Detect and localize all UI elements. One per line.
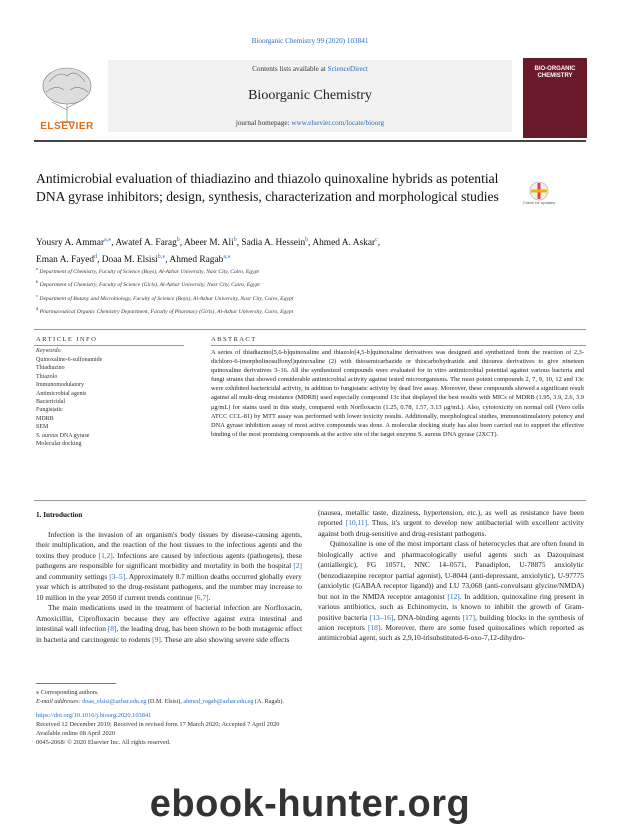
copyright: 0045-2068/ © 2020 Elsevier Inc. All rights reserved. <box>36 739 171 746</box>
article-info-rule <box>34 345 184 346</box>
citation-link[interactable]: [8] <box>107 624 117 634</box>
author-name[interactable]: Eman A. Fayed <box>36 255 95 266</box>
abstract-rule <box>211 345 586 346</box>
left-column <box>36 530 302 645</box>
affiliation-item: $^b$ Department of Chemistry, Faculty of Science (Girls), Al-Azhar University, Nasr City, Cairo, Egypt <box>36 279 260 289</box>
affiliations <box>36 264 586 318</box>
email-link-elsisi[interactable]: doaa_elsisi@azhar.edu.eg <box>82 698 147 705</box>
intro-paragraph: Infection is the invasion of an organism's body tissues by disease-causing agents, their multiplication, and the reaction of the host tissues to the infectious agents and the toxins they produce [1,2]. Infections are caused by infectious agents (pathogens), these pathogens are responsible for significant morbidity and mortality in both the hospital [2] and community settings [3–5]. Approximately 0.7 million deaths occurred globally every year which is attributed to the drug-resistant pathogens, and the number may increase to 10 million in the year 2050 if current trends continue [6,7]. <box>36 530 302 602</box>
keyword-item: Immunomodulatory <box>36 382 84 389</box>
citation-link[interactable]: [12] <box>447 591 460 601</box>
email-link-ragab[interactable]: ahmed_ragab@azhar.edu.eg <box>183 698 254 705</box>
author-name[interactable]: Ahmed Ragab <box>169 255 224 266</box>
citation-link[interactable]: [3–5] <box>109 571 126 581</box>
author-affiliation-mark[interactable]: b <box>233 237 237 243</box>
author-affiliation-mark[interactable]: b <box>176 237 180 243</box>
author-name[interactable]: Awatef A. Farag <box>115 238 177 249</box>
keyword-item: SEM <box>36 424 49 431</box>
affiliation-rule <box>34 329 586 330</box>
sciencedirect-link[interactable]: ScienceDirect <box>327 65 368 73</box>
article-info-heading: ARTICLE INFO <box>36 336 98 343</box>
citation-link[interactable]: [10,11] <box>345 518 368 528</box>
citation-link[interactable]: [17] <box>462 612 475 622</box>
corresponding-note: ⁎ Corresponding authors. <box>36 689 99 696</box>
author-affiliation-mark[interactable]: a,⁎ <box>223 254 231 261</box>
author-affiliation-mark[interactable]: c <box>375 237 378 243</box>
elsevier-tree-logo-icon <box>34 62 100 128</box>
citation-link[interactable]: [2] <box>293 561 302 571</box>
journal-homepage-link[interactable]: www.elsevier.com/locate/bioorg <box>291 119 385 127</box>
contents-line: Contents lists available at ScienceDirect <box>252 65 368 73</box>
author-name[interactable]: Yousry A. Ammar <box>36 238 105 249</box>
keyword-item: Quinoxaline-6-sulfonamide <box>36 357 103 363</box>
author-name[interactable]: Abeer M. Ali <box>183 238 234 249</box>
right-column <box>318 508 584 644</box>
journal-homepage-line: journal homepage: www.elsevier.com/locate/bioorg <box>235 119 385 127</box>
email-label: E-mail addresses: <box>36 698 83 705</box>
author-affiliation-mark[interactable]: b,⁎ <box>157 254 166 261</box>
author-name[interactable]: Ahmed A. Askar <box>312 238 376 249</box>
author-name[interactable]: Sadia A. Hessein <box>241 238 306 249</box>
doi-link[interactable]: https://doi.org/10.1016/j.bioorg.2020.103841 <box>36 712 152 719</box>
article-title: Antimicrobial evaluation of thiadiazino and thiazolo quinoxaline hybrids as potential DNA gyrase inhibitors; design, synthesis, characterization and morphological studies <box>36 171 499 204</box>
citation-link[interactable]: [1,2] <box>98 550 113 560</box>
available-online: Available online 08 April 2020 <box>36 730 116 737</box>
author-name[interactable]: Doaa M. Elsisi <box>101 255 158 266</box>
cover-title: BIO-ORGANIC CHEMISTRY <box>534 66 576 79</box>
intro-paragraph: (nausea, metallic taste, dizziness, hypertension, etc.), as well as resistance have been reported [10,11]. Thus, it's urgent to develop new antibacterial with excellent activity against both drug-sensitive and drug-resistant pathogens. <box>318 508 584 538</box>
journal-name: Bioorganic Chemistry <box>248 88 372 103</box>
author-affiliation-mark[interactable]: d <box>94 254 98 261</box>
header-rule <box>34 140 586 142</box>
keywords-list <box>36 356 186 448</box>
affiliation-item: $^a$ Department of Chemistry, Faculty of Science (Boys), Al-Azhar University, Nasr City, Cairo, Egypt <box>36 266 259 275</box>
elsevier-wordmark: ELSEVIER <box>40 121 94 132</box>
introduction-heading: 1. Introduction <box>36 511 83 519</box>
keywords-label: Keywords: <box>36 348 62 354</box>
intro-paragraph: Quinoxaline is one of the most important class of heterocycles that are often found in biologically active and pharmacologically useful agents such as Dazoquinast (antiallergic), FG 10571, NNC 14–0571, Panadiplon, U-78875 anxiolytic (benzodiazepine receptor partial agonist), U-8044 (anti-depressant, anxiolytic), U-97775 (anxiolytic (GABAA receptor ligand)) and LU 73,068 (anti-convulsant glycine/NMDA) but not in the NMDA receptor antagonist [12]. In addition, quinoxaline ring present in various antibiotics, such as Echinomycin, is known to inhibit the growth of Gram-positive bacteria [13–16], DNA-binding agents [17], building blocks in the synthesis of anion receptors [18]. Moreover, there are some fused quinoxalines which reported as antimicrobial agent, such as 2,9,10-trisubstituted-6-oxo-7,12-dihydro- <box>318 539 585 643</box>
author-affiliation-mark[interactable]: a,⁎ <box>104 237 112 243</box>
keyword-item: Bactericidal <box>36 399 65 406</box>
abstract-heading: ABSTRACT <box>211 336 257 343</box>
keyword-item: S. aureus DNA gyrase <box>36 432 90 439</box>
keyword-item: MDRB <box>36 415 54 422</box>
journal-reference-link[interactable]: Bioorganic Chemistry 99 (2020) 103841 <box>251 37 369 45</box>
intro-paragraph: The main medications used in the treatment of bacterial infection are Norfloxacin, Amoxicillin, Ciprofloxacin because they are effective against extra intestinal and intestinal wall infection [8], the leading drug, has been shown to be both mutagenic effect in bacteria and carcinogenic to rodents [9]. These are also showing severe side effects <box>36 603 302 644</box>
citation-link[interactable]: [18] <box>367 622 381 632</box>
abstract-bottom-rule <box>34 500 586 501</box>
author-affiliation-mark[interactable]: b <box>305 237 309 243</box>
received-dates: Received 12 December 2019; Received in revised form 17 March 2020; Accepted 7 April 2020 <box>36 721 280 728</box>
affiliation-item: $^c$ Department of Botany and Microbiology, Faculty of Science (Boys), Al-Azhar University, Nasr City, Cairo, Egypt <box>36 292 294 302</box>
keyword-item: Fungistatic <box>36 407 63 414</box>
crossmark-label: Check for updates <box>522 200 556 205</box>
watermark-text: ebook-hunter.org <box>149 783 471 825</box>
footnote: ⁎ Corresponding authors. E-mail addresses: doaa_elsisi@azhar.edu.eg (D.M. Elsisi), ahmed_ragab@azhar.edu.eg (A. Ragab). <box>36 688 436 706</box>
citation-link[interactable]: [13–16] <box>369 612 394 622</box>
citation-link[interactable]: [6,7] <box>194 592 209 602</box>
keyword-item: Antimicrobial agents <box>36 390 87 397</box>
keyword-item: Thiadiazino <box>36 365 65 372</box>
keyword-item: Molecular docking <box>36 441 82 448</box>
abstract-text: A series of thiadiazino[5,6-b]quinoxaline and thiazolo[4,5-b]quinoxaline derivatives was designed and synthetized from the reaction of 2,3-dichloro-6-(morpholinosulfonyl)quinoxaline (2) with thiosemicarbazide or thiocarbohydrazide and thiourea derivatives to give nineteen quinoxaline derivatives 3–16. All the synthesized compounds were evaluated for in vitro antimicrobial potential against various bacteria and fungi strains that showed considerable antimicrobial activity against tested microorganisms. The most potent compounds 2, 7, 9, 10, 12 and 13c were exhibited bactericidal activity, in addition to fungistatic activity by dead live assay. Moreover, these compounds showed a significant result against all multi-drug resistance (MDRB) used especially compound 13c that displayed the best results with MICs of MDRB (1.95, 3.9, 2.6, 3.9 μg/mL) for stains used in this study, compared with Norfloxacin (1.25, 0.78, 1.57, 3.13 μg/mL). Also, cytotoxicity on normal cell (Vero cells ATCC CCL-81) by MTT assay was performed with lower toxicity results. Additionally, morphological studies, immunostimulatory potency and DNA gyrase inhibition assay of most active compounds was done. A molecular docking study has also been carried out to support the effective binding of the most promising compounds at the active site of the target enzyme S. aureus DNA gyrase (2XCT). <box>211 349 584 438</box>
citation-link[interactable]: [9] <box>152 634 161 644</box>
author-list: Yousry A. Ammar$^{a,⁎}$, Awatef A. Farag$^b$, Abeer M. Ali$^b$, Sadia A. Hessein$^b$, Ahmed A. Askar$^c$, Eman A. Fayed$^d$, Doaa M. Elsisi$^{b,⁎}$, Ahmed Ragab$^{a,⁎}$ <box>36 237 381 266</box>
keyword-item: Thiazolo <box>36 373 58 380</box>
affiliation-item: $^d$ Pharmaceutical Organic Chemistry Department, Faculty of Pharmacy (Girls), Al-Azhar University, Cairo, Egypt <box>36 306 294 316</box>
article-history <box>36 711 436 747</box>
footnote-rule <box>36 683 116 684</box>
